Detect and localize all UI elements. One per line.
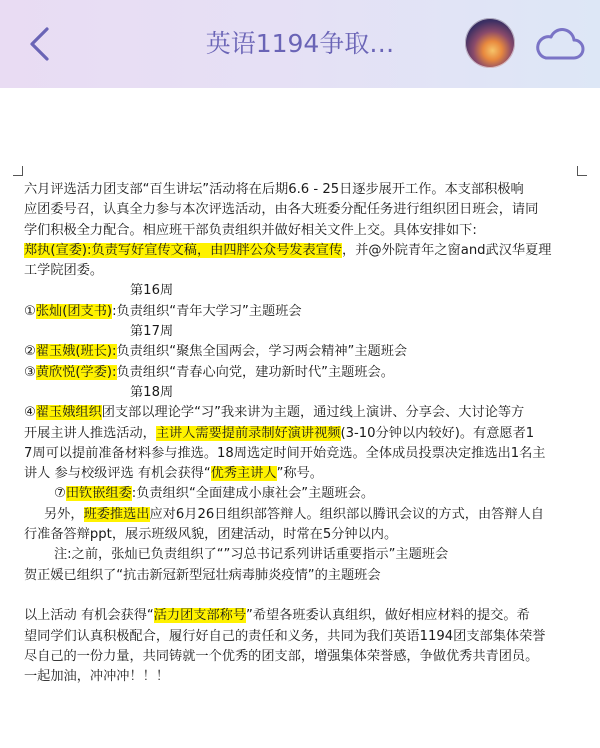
- doc-line: 注:之前，张灿已负责组织了“”习总书记系列讲话重要指示”主题班会: [54, 547, 449, 563]
- back-button[interactable]: [22, 24, 56, 64]
- cloud-button[interactable]: [534, 24, 586, 64]
- page-corner-mark-left: [13, 166, 23, 176]
- avatar[interactable]: [465, 18, 515, 68]
- week-heading: 第18周: [130, 384, 174, 400]
- doc-line: ③黄欣悦(学委):负责组织“青春心向党，建功新时代”主题班会。: [24, 364, 394, 380]
- cloud-icon: [534, 24, 586, 64]
- page-corner-mark-right: [577, 166, 587, 176]
- doc-line: 讲人 参与校级评选 有机会获得“优秀主讲人”称号。: [24, 466, 323, 482]
- doc-line: 开展主讲人推选活动，主讲人需要提前录制好演讲视频(3-10分钟以内较好)。有意愿者1: [24, 425, 535, 441]
- doc-line: 工学院团委。: [24, 263, 104, 279]
- highlight: 郑执(宣委):负责写好宣传文稿，由四胖公众号发表宣传: [24, 242, 343, 258]
- doc-line: ④翟玉娥组织团支部以理论学“习”我来讲为主题，通过线上演讲、分享会、大讨论等方: [24, 405, 525, 421]
- doc-line: 一起加油，冲冲冲！！！: [24, 669, 170, 685]
- doc-line: ①张灿(团支书):负责组织“青年大学习”主题班会: [24, 303, 302, 319]
- highlight: 田钦嵌组委: [65, 486, 132, 502]
- highlight: 活力团支部称号: [153, 608, 247, 624]
- doc-line: ②翟玉娥(班长):负责组织“聚焦全国两会，学习两会精神”主题班会: [24, 344, 408, 360]
- doc-line: 六月评选活力团支部“百生讲坛”活动将在后期6.6 - 25日逐步展开工作。本支部积极响: [24, 182, 524, 197]
- highlight: 班委推选出: [83, 506, 150, 522]
- doc-line: 望同学们认真积极配合，履行好自己的责任和义务，共同为我们英语1194团支部集体荣誉: [24, 628, 546, 644]
- doc-line: 尽自己的一份力量，共同铸就一个优秀的团支部，增强集体荣誉感，争做优秀共青团员。: [24, 648, 539, 664]
- doc-line: 行准备答辩ppt，展示班级风貌，团建活动，时常在5分钟以内。: [24, 527, 398, 543]
- week-heading: 第16周: [130, 283, 174, 299]
- doc-line: 应团委号召，认真全力参与本次评选活动，由各大班委分配任务进行组织团日班会，请同: [24, 202, 539, 218]
- doc-line: 贺正媛已组织了“抗击新冠新型冠壮病毒肺炎疫情”的主题班会: [24, 567, 381, 583]
- highlight: 优秀主讲人: [210, 466, 277, 482]
- highlight: 张灿(团支书): [35, 303, 113, 319]
- highlight: 翟玉娥(班长):: [35, 344, 117, 360]
- doc-line: 另外，班委推选出应对6月26日组织部答辩人。组织部以腾讯会议的方式，由答辩人自: [44, 506, 544, 522]
- app-header: [0, 0, 600, 88]
- chevron-left-icon: [28, 26, 50, 62]
- highlight: 黄欣悦(学委):: [35, 364, 117, 380]
- highlight: 主讲人需要提前录制好演讲视频: [155, 425, 341, 441]
- page-title: 英语1194争取…: [205, 29, 395, 58]
- doc-line: 学们积极全力配合。相应班干部负责组织并做好相关文件上交。具体安排如下:: [24, 222, 477, 238]
- highlight: 翟玉娥组织: [35, 405, 102, 421]
- doc-line: 郑执(宣委):负责写好宣传文稿，由四胖公众号发表宣传，并@外院青年之窗and武汉华夏理: [24, 242, 552, 258]
- doc-line: ⑦田钦嵌组委:负责组织“全面建成小康社会”主题班会。: [54, 486, 375, 502]
- document-view: [0, 88, 600, 748]
- blank-line: [24, 586, 584, 606]
- document-content: [24, 180, 584, 687]
- doc-line: 以上活动 有机会获得“活力团支部称号”希望各班委认真组织，做好相应材料的提交。希: [24, 608, 530, 624]
- doc-line: 7周可以提前准备材料参与推选。18周选定时间开始竞选。全体成员投票决定推选出1名主: [24, 445, 546, 461]
- week-heading: 第17周: [130, 324, 174, 340]
